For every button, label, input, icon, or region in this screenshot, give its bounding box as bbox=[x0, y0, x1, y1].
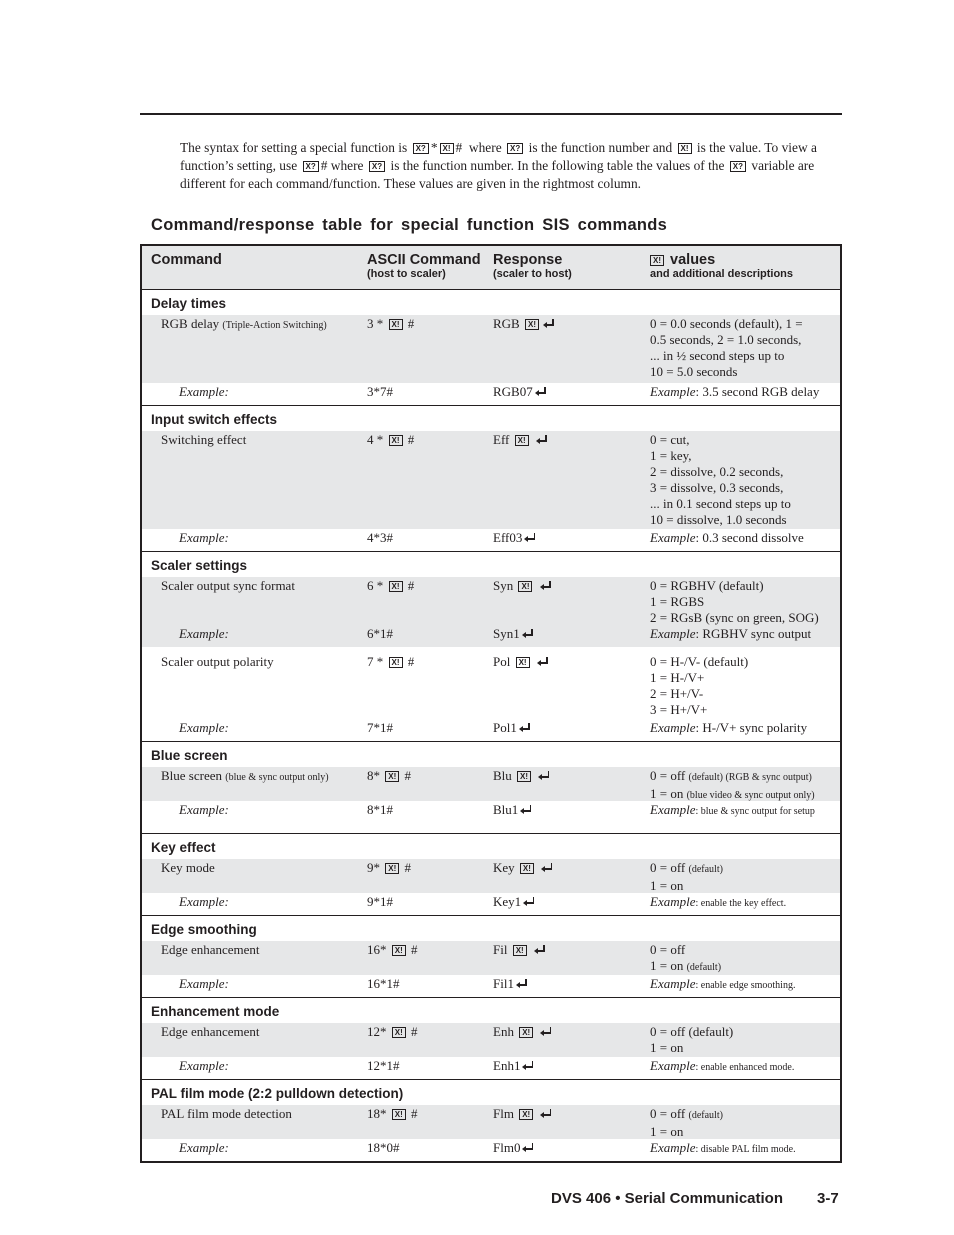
example-row: Example: 3*7# RGB07 Example: 3.5 second RGB delay bbox=[179, 384, 820, 399]
return-icon bbox=[519, 723, 531, 732]
footer-title: DVS 406 • Serial Communication bbox=[551, 1190, 783, 1207]
table-row: RGB delay (Triple-Action Switching) 3 * X! # RGB X! 0 = 0.0 seconds (default), 1 = 0.5 seconds, 2 = 1.0 seconds, ... in ½ second steps up to 10 = 5.0 seconds bbox=[142, 315, 840, 383]
table-row: Scaler output polarity 7 * X! # Pol X! 0 = H-/V- (default) 1 = H-/V+ 2 = H+/V- 3 = H+/V+ bbox=[161, 654, 749, 717]
example-row: Example: 4*3# Eff03 Example: 0.3 second dissolve bbox=[179, 530, 804, 545]
example-row: Example: 7*1# Pol1 Example: H-/V+ sync polarity bbox=[179, 720, 808, 735]
example-row: Example: 8*1# Blu1 Example: blue & sync output for setup bbox=[179, 802, 815, 817]
table-row: Switching effect 4 * X! # Eff X! 0 = cut, 1 = key, 2 = dissolve, 0.2 seconds, 3 = dissolve, 0.3 seconds, ... in 0.1 second steps up to 10 = dissolve, 1.0 seconds bbox=[142, 431, 840, 529]
return-icon bbox=[538, 771, 550, 780]
section-enhancement-mode: Enhancement mode Edge enhancement 12* X! # Enh X! 0 = off (default) 1 = on Example: 12*1# Enh1 Example: enable enhanced mode. bbox=[142, 998, 840, 1080]
table-row: PAL film mode detection 18* X! # Flm X! 0 = off (default) 1 = on bbox=[142, 1105, 840, 1139]
table-row: Key mode 9* X! # Key X! 0 = off (default) 1 = on bbox=[142, 859, 840, 893]
table-row: Blue screen (blue & sync output only) 8* X! # Blu X! 0 = off (default) (RGB & sync output) 1 = on (blue video & sync output only) bbox=[142, 767, 840, 801]
example-row: Example: 12*1# Enh1 Example: enable enhanced mode. bbox=[179, 1058, 795, 1073]
command-table bbox=[140, 244, 842, 1163]
section-blue-screen: Blue screen Blue screen (blue & sync output only) 8* X! # Blu X! 0 = off (default) (RGB & sync output) 1 = on (blue video & sync output only) Example: 8*1# Blu1 Example: blue & sync output for setup bbox=[142, 742, 840, 834]
return-icon bbox=[541, 863, 553, 872]
return-icon bbox=[540, 1109, 552, 1118]
return-icon bbox=[522, 1143, 534, 1152]
section-key-effect: Key effect Key mode 9* X! # Key X! 0 = off (default) 1 = on Example: 9*1# Key1 Example: enable the key effect. bbox=[142, 834, 840, 916]
section-input-switch-effects: Input switch effects Switching effect 4 * X! # Eff X! 0 = cut, 1 = key, 2 = dissolve, 0.2 seconds, 3 = dissolve, 0.3 seconds, ... in 0.1 second steps up to 10 = dissolve, 1.0 seconds Example: 4*3# Eff03 Example: 0.3 second dissolve bbox=[142, 406, 840, 552]
example-row: Example: 16*1# Fil1 Example: enable edge smoothing. bbox=[179, 976, 796, 991]
intro-paragraph: The syntax for setting a special function is X? * X! # where X? is the function number and X! is the value. To view a function’s setting, use X? # where X? is the function number. In the following table the values of the X? variable are different for each command/function. These values are given in the rightmost column. bbox=[180, 140, 817, 191]
page-number: 3-7 bbox=[817, 1190, 839, 1207]
return-icon bbox=[516, 979, 528, 988]
return-icon bbox=[537, 657, 549, 666]
table-row: Scaler output sync format 6 * X! # Syn X! 0 = RGBHV (default) 1 = RGBS 2 = RGsB (sync on green, SOG) bbox=[142, 577, 840, 625]
section-pal-film-mode: PAL film mode (2:2 pulldown detection) PAL film mode detection 18* X! # Flm X! 0 = off (default) 1 = on Example: 18*0# Flm0 Example: disable PAL film mode. bbox=[142, 1080, 840, 1161]
table-row: Edge enhancement 12* X! # Enh X! 0 = off (default) 1 = on bbox=[142, 1023, 840, 1057]
return-icon bbox=[536, 435, 548, 444]
example-row: Example: 18*0# Flm0 Example: disable PAL film mode. bbox=[179, 1140, 796, 1155]
return-icon bbox=[540, 1027, 552, 1036]
return-icon bbox=[540, 581, 552, 590]
return-icon bbox=[534, 945, 546, 954]
section-delay-times: Delay times RGB delay (Triple-Action Switching) 3 * X! # RGB X! 0 = 0.0 seconds (default), 1 = 0.5 seconds, 2 = 1.0 seconds, ... in ½ second steps up to 10 = 5.0 seconds Example: 3*7# RGB07 Example: 3.5 second RGB delay bbox=[142, 290, 840, 406]
section-edge-smoothing: Edge smoothing Edge enhancement 16* X! # Fil X! 0 = off 1 = on (default) Example: 16*1# Fil1 Example: enable edge smoothing. bbox=[142, 916, 840, 998]
table-header: Command ASCII Command (host to scaler) Response (scaler to host) X! values and additional descriptions bbox=[142, 246, 840, 290]
top-rule bbox=[140, 113, 842, 115]
return-icon bbox=[543, 319, 555, 328]
return-icon bbox=[523, 897, 535, 906]
return-icon bbox=[522, 629, 534, 638]
example-row: Example: 9*1# Key1 Example: enable the key effect. bbox=[179, 894, 787, 909]
return-icon bbox=[535, 387, 547, 396]
value-box: X! bbox=[440, 143, 454, 154]
return-icon bbox=[520, 805, 532, 814]
return-icon bbox=[524, 533, 536, 542]
return-icon bbox=[522, 1061, 534, 1070]
table-row: Edge enhancement 16* X! # Fil X! 0 = off 1 = on (default) bbox=[142, 941, 840, 975]
section-heading: Command/response table for special function SIS commands bbox=[151, 216, 668, 234]
section-scaler-settings: Scaler settings Scaler output sync format 6 * X! # Syn X! 0 = RGBHV (default) 1 = RGBS 2 = RGsB (sync on green, SOG) Example: 6*1# Syn1 Example: RGBHV sync output Scaler output polarity 7 * X! # Pol X! 0 = H-/V- (default) 1 = H-/V+ 2 = H+/V- 3 = H+/V+ Example: 7*1# Pol1 Example: H-/V+ sync polarity bbox=[142, 552, 840, 742]
function-number-box: X? bbox=[413, 143, 429, 154]
example-row: Example: 6*1# Syn1 Example: RGBHV sync output bbox=[142, 625, 840, 647]
